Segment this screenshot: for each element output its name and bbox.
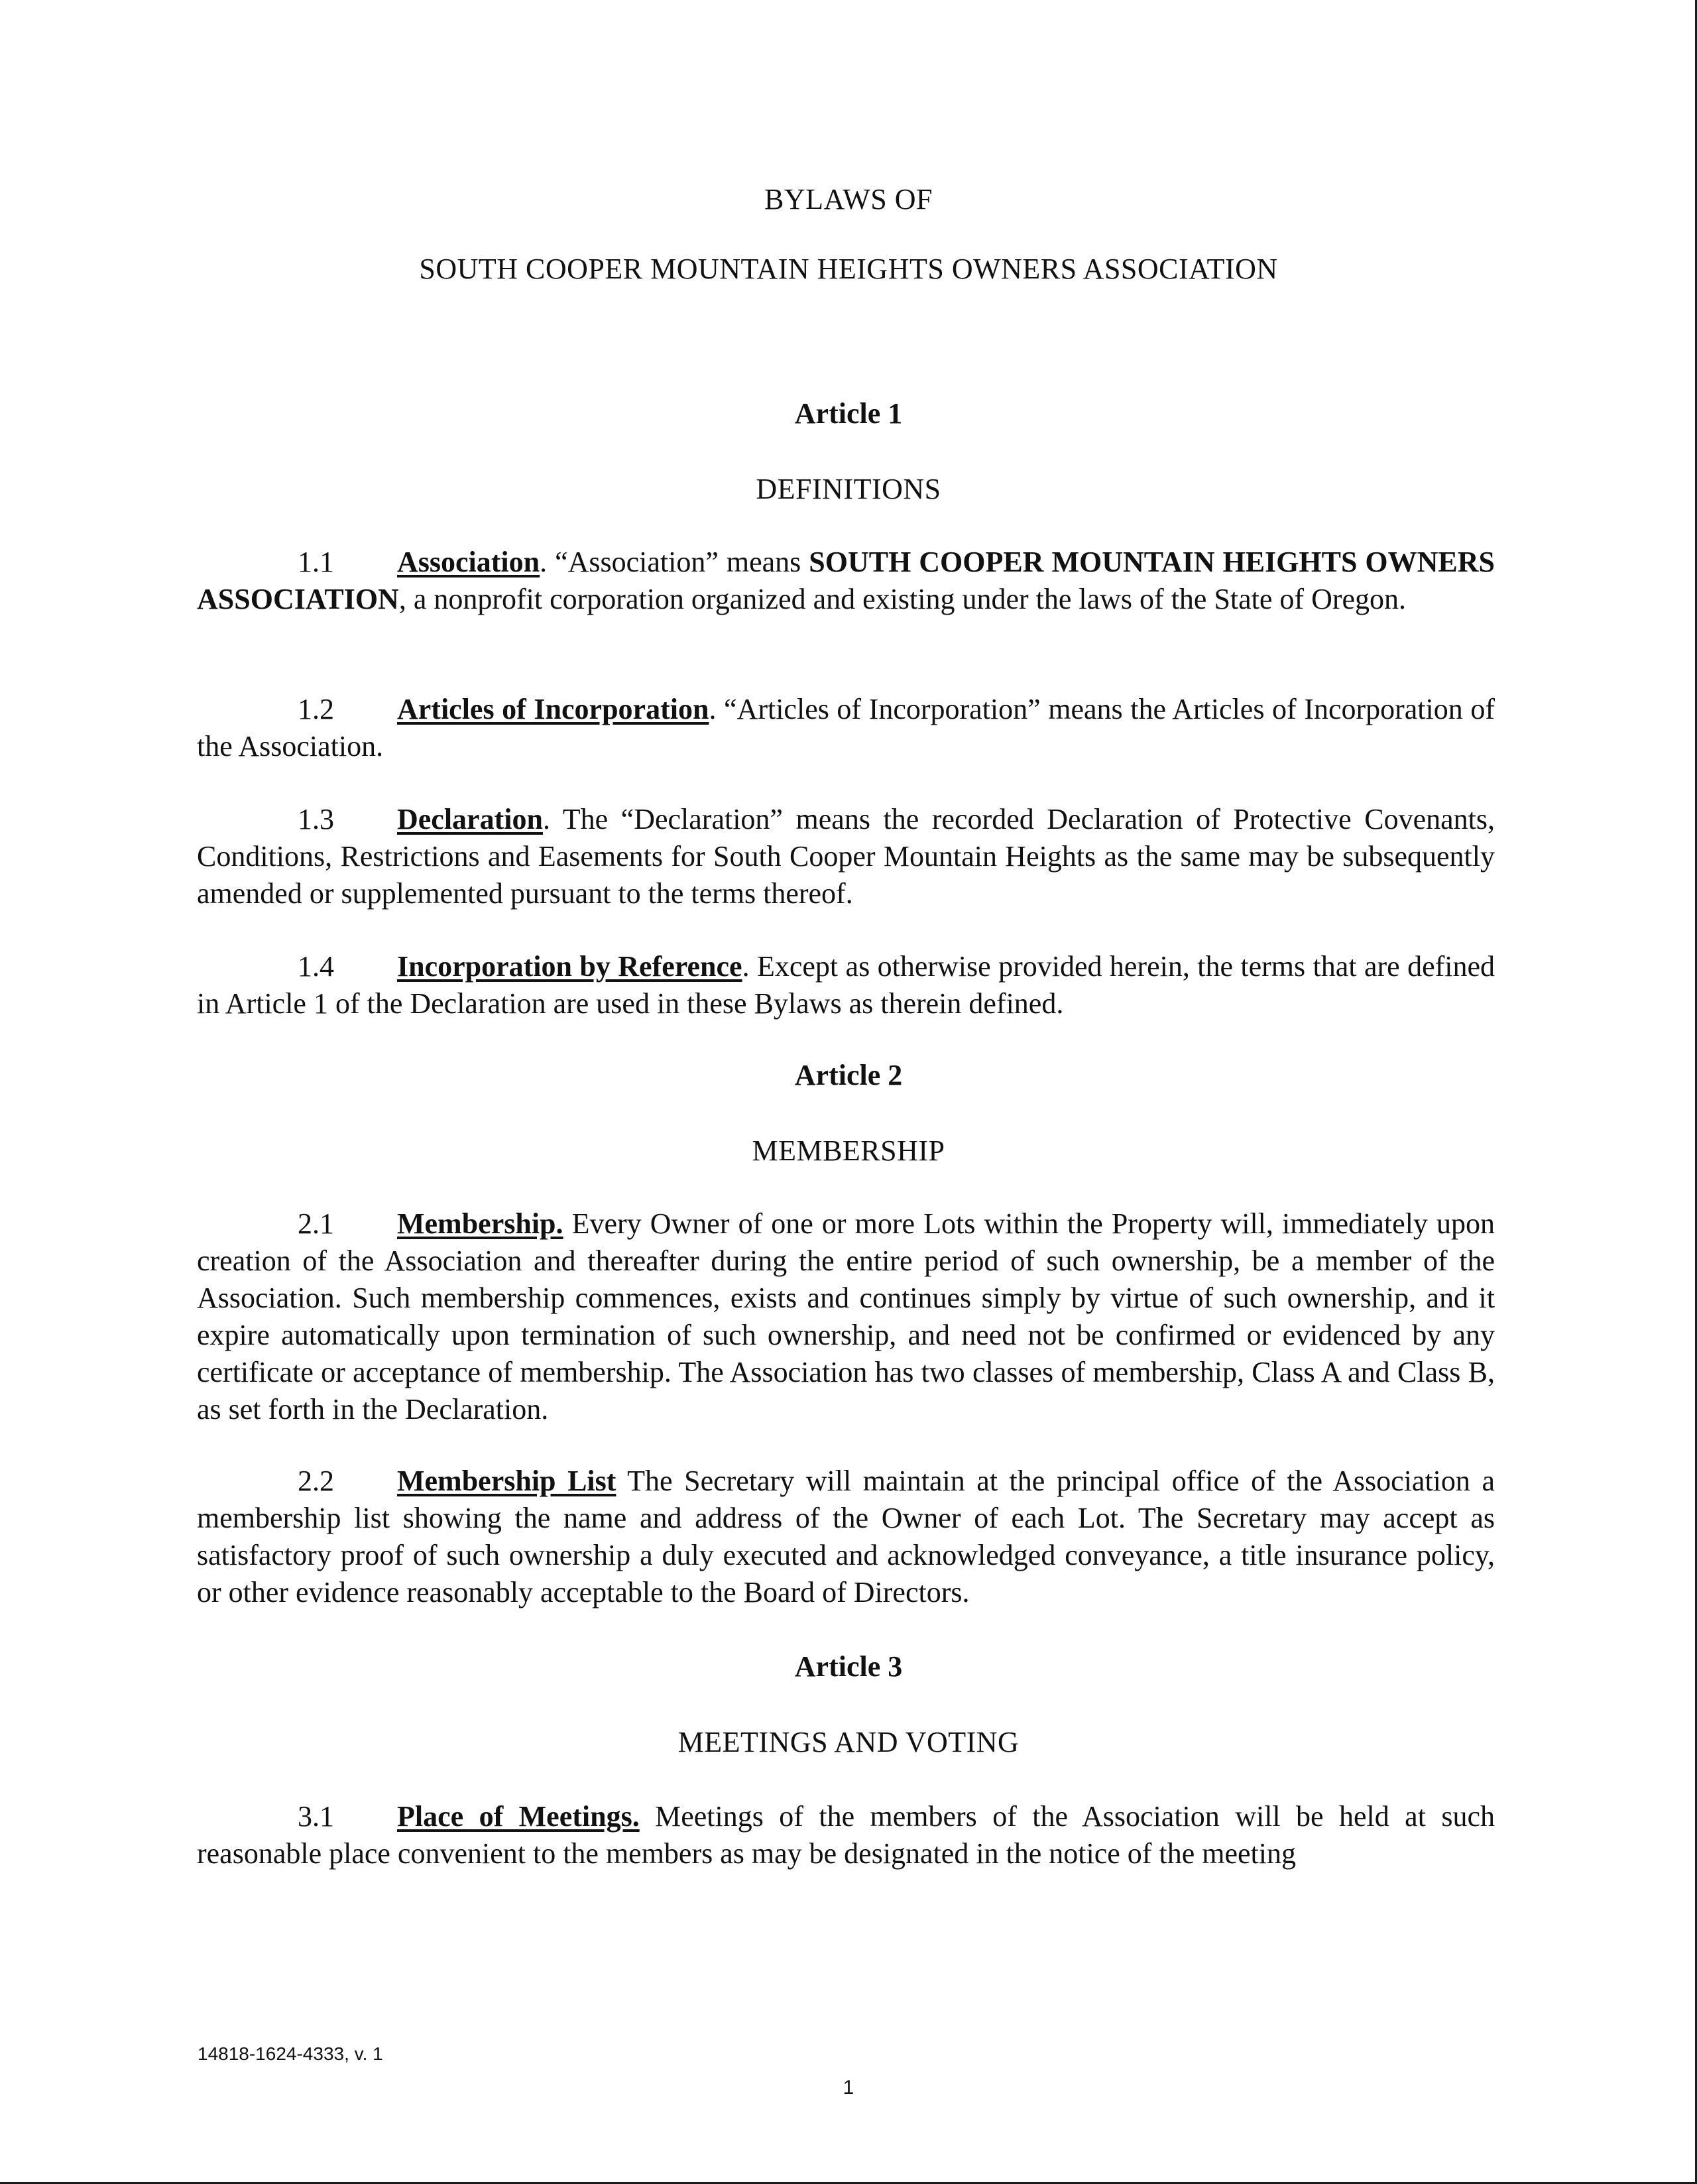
article-1-heading: DEFINITIONS [756, 473, 941, 505]
document-title-line2: SOUTH COOPER MOUNTAIN HEIGHTS OWNERS ASSOCIATION [419, 253, 1278, 285]
section-heading: Articles of Incorporation [397, 693, 709, 725]
article-3-heading: MEETINGS AND VOTING [677, 1726, 1020, 1758]
section-heading: Declaration [397, 803, 543, 835]
article-2-heading: MEMBERSHIP [752, 1134, 945, 1167]
section-heading: Association [397, 546, 540, 578]
section-number: 1.1 [298, 546, 334, 578]
document-title-line1: BYLAWS OF [764, 183, 933, 215]
section-1-2: 1.2 Articles of Incorporation. “Articles of Incorporation” means the Articles of Incorporation of the Association. [197, 691, 1495, 765]
document-id-footer: 14818-1624-4333, v. 1 [198, 2043, 383, 2064]
section-2-1: 2.1 Membership. Every Owner of one or more Lots within the Property will, immediately upon creation of the Association and thereafter during the entire period of such ownership, be a member of the Association. Such membership commences, exists and continues simply by virtue of such ownership, and it expire automatically upon termination of such ownership, and need not be confirmed or evidenced by any certificate or acceptance of membership. The Association has two classes of membership, Class A and Class B, as set forth in the Declaration. [197, 1205, 1495, 1428]
section-2-2: 2.2 Membership List The Secretary will maintain at the principal office of the Association a membership list showing the name and address of the Owner of each Lot. The Secretary may accept as satisfactory proof of such ownership a duly executed and acknowledged conveyance, a title insurance policy, or other evidence reasonably acceptable to the Board of Directors. [197, 1463, 1495, 1611]
section-number: 1.2 [298, 693, 334, 725]
section-3-1: 3.1 Place of Meetings. Meetings of the members of the Association will be held at such reasonable place convenient to the members as may be designated in the notice of the meeting [197, 1798, 1495, 1872]
section-number: 2.1 [298, 1207, 334, 1240]
section-heading: Membership List [397, 1465, 616, 1497]
section-heading: Membership. [397, 1207, 563, 1240]
article-1-label: Article 1 [794, 397, 903, 430]
section-number: 2.2 [298, 1465, 334, 1497]
section-number: 1.3 [298, 803, 334, 835]
section-number: 3.1 [298, 1800, 334, 1833]
association-name: SOUTH COOPER MOUNTAIN HEIGHTS OWNERS ASSOCIATION [197, 546, 1495, 615]
article-2-label: Article 2 [794, 1059, 903, 1091]
section-heading: Incorporation by Reference [397, 950, 742, 983]
page-number: 1 [843, 2077, 854, 2098]
section-heading: Place of Meetings. [397, 1800, 640, 1833]
section-1-1: 1.1 Association. “Association” means SOUTH COOPER MOUNTAIN HEIGHTS OWNERS ASSOCIATION, a nonprofit corporation organized and existing under the laws of the State of Oregon. [197, 544, 1495, 618]
section-1-3: 1.3 Declaration. The “Declaration” means the recorded Declaration of Protective Covenants, Conditions, Restrictions and Easements for South Cooper Mountain Heights as the same may be subsequently amended or supplemented pursuant to the terms thereof. [197, 801, 1495, 912]
section-1-4: 1.4 Incorporation by Reference. Except as otherwise provided herein, the terms that are defined in Article 1 of the Declaration are used in these Bylaws as therein defined. [197, 948, 1495, 1022]
article-3-label: Article 3 [794, 1650, 903, 1683]
section-number: 1.4 [298, 950, 334, 983]
